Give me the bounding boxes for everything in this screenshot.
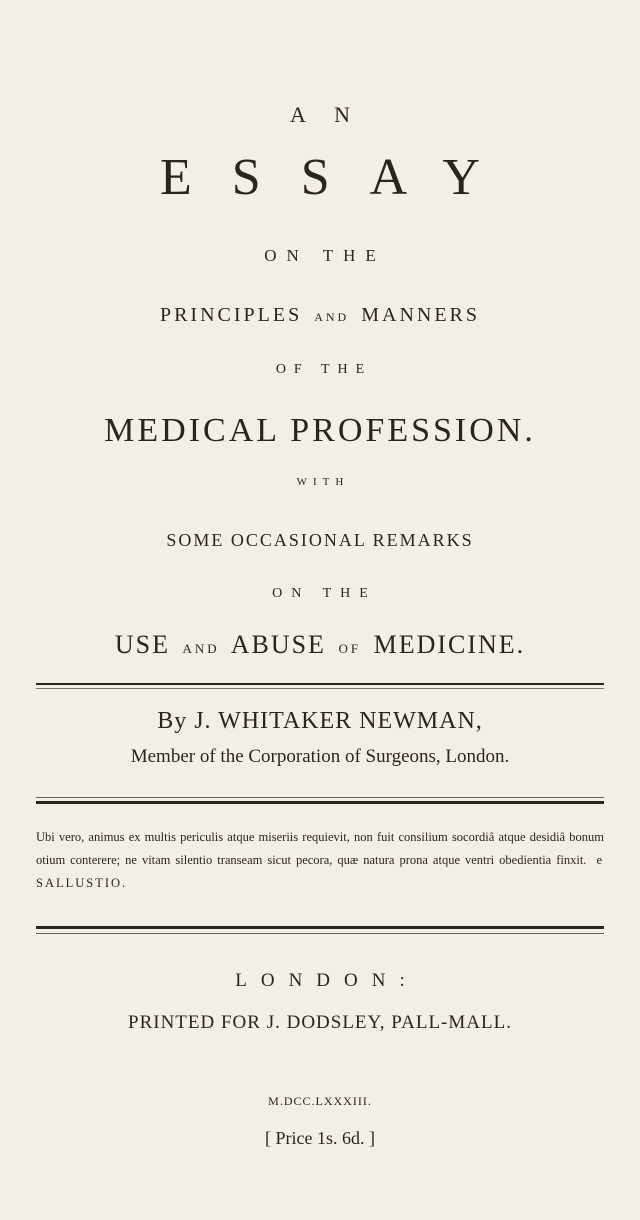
rule-3 <box>36 926 604 929</box>
conjunction-and-1: AND <box>314 310 350 324</box>
word-use: USE <box>114 630 170 659</box>
use-abuse-line <box>0 630 640 660</box>
article-line: A N <box>289 102 363 127</box>
principles-manners-line <box>0 304 640 327</box>
medical-profession-line: MEDICAL PROFESSION. <box>104 412 536 449</box>
author-affiliation: Member of the Corporation of Surgeons, London. <box>130 746 510 767</box>
conjunction-and-2: AND <box>182 641 220 656</box>
epigraph <box>36 826 604 895</box>
rule-2 <box>36 797 604 798</box>
rule-1b <box>36 688 604 689</box>
of-the-line: OF THE <box>275 362 373 377</box>
word-of: OF <box>338 641 362 656</box>
on-the-line-2: ON THE <box>272 586 377 601</box>
on-the-line-1: ON THE <box>264 246 386 265</box>
rule-1 <box>36 683 604 685</box>
subject-manners: MANNERS <box>361 304 481 326</box>
word-abuse: ABUSE <box>230 630 326 659</box>
rule-2b <box>36 801 604 804</box>
rule-3b <box>36 933 604 934</box>
imprint-place: LONDON: <box>235 970 419 991</box>
imprint-printer: PRINTED FOR J. DODSLEY, PALL-MALL. <box>128 1012 512 1033</box>
title-essay: ESSAY <box>160 149 520 206</box>
word-medicine: MEDICINE. <box>373 630 526 659</box>
subject-principles: PRINCIPLES <box>159 304 303 326</box>
occasional-remarks-line: SOME OCCASIONAL REMARKS <box>166 530 474 550</box>
epigraph-source: e SALLUSTIO. <box>36 853 604 890</box>
imprint-date: M.DCC.LXXXIII. <box>268 1094 372 1108</box>
with-line: WITH <box>296 476 350 488</box>
author-byline: By J. WHITAKER NEWMAN, <box>157 708 483 734</box>
epigraph-text: Ubi vero, animus ex multis periculis atque miseriis requievit, non fuit consilium socordiâ atque desidiâ bonum otium conterere; ne vitam silentio transeam sicut pecora, quæ natura prona atque ventri obedientia finxit. <box>36 830 604 867</box>
imprint-price: [ Price 1s. 6d. ] <box>265 1128 375 1148</box>
